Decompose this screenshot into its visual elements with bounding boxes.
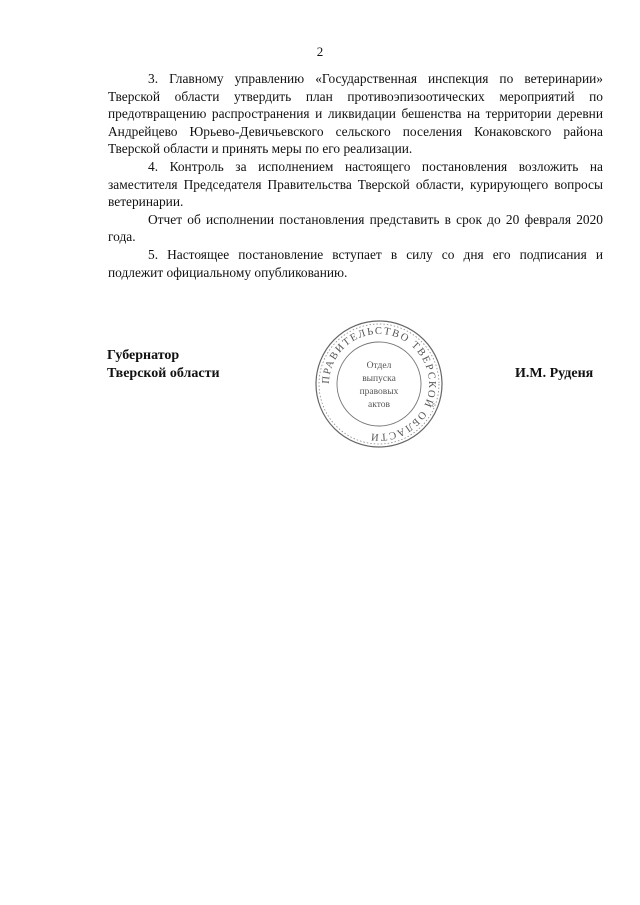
seal-center-line2: выпуска (362, 374, 396, 384)
signatory-name: И.М. Руденя (515, 366, 594, 381)
paragraph-3: 3. Главному управлению «Государственная инспекция по ветеринарии» Тверской области утвердить план противоэпизоотических мероприятий по предотвращению распространения и ликвидации бешенства на территории деревни Андрейцево Юрьево-Девичьевского сельского поселения Конаковского района Тверской области и принять меры по его реализации. (108, 71, 603, 157)
paragraph-4: 4. Контроль за исполнением настоящего постановления возложить на заместителя Председателя Правительства Тверской области, курирующего вопросы ветеринарии. (108, 158, 603, 210)
signatory-title (107, 347, 220, 383)
page-number: 2 (316, 44, 324, 59)
document-body (108, 70, 603, 281)
paragraph-5: 5. Настоящее постановление вступает в силу со дня его подписания и подлежит официальному опубликованию. (108, 246, 603, 280)
svg-text:ПРАВИТЕЛЬСТВО ТВЕРСКОЙ ОБЛАСТИ (321, 326, 437, 442)
seal-center-line4: актов (368, 400, 390, 410)
seal-ring-text: ПРАВИТЕЛЬСТВО ТВЕРСКОЙ ОБЛАСТИ (320, 325, 438, 443)
seal-inner-ring (337, 342, 421, 426)
seal-center-line3: правовых (359, 387, 399, 397)
seal-outer-ring (316, 321, 442, 447)
seal-center-line1: Отдел (366, 361, 392, 371)
official-seal (313, 318, 445, 450)
signatory-title-line1: Губернатор (107, 348, 180, 363)
paragraph-report: Отчет об исполнении постановления представить в срок до 20 февраля 2020 года. (108, 211, 603, 245)
signatory-title-line2: Тверской области (107, 366, 220, 381)
